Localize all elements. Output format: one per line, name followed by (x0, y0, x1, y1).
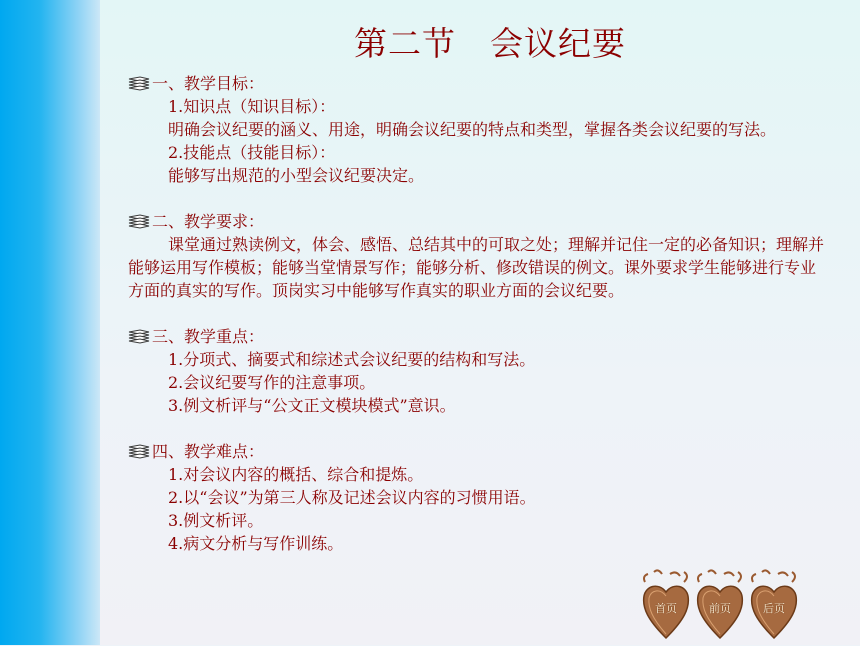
list-item: 1.分项式、摘要式和综述式会议纪要的结构和写法。 (168, 350, 536, 369)
slide-title (0, 18, 860, 65)
list-item: 3.例文析评。 (168, 511, 264, 530)
list-item: 4.病文分析与写作训练。 (168, 534, 344, 553)
section-heading-text: 二、教学要求： (152, 212, 265, 231)
prev-button[interactable] (694, 568, 746, 642)
book-stack-icon (128, 444, 152, 460)
section-spacer (128, 187, 828, 210)
list-item: 1.知识点（知识目标）： (168, 97, 336, 116)
slide-content (128, 72, 828, 555)
book-stack-icon (128, 76, 152, 92)
section-spacer (128, 302, 828, 325)
prev-label: 前页 (709, 602, 731, 615)
section-heading-text: 一、教学目标： (152, 74, 265, 93)
home-button[interactable] (640, 568, 692, 642)
section-heading (128, 325, 828, 348)
title-part-1: 第二节 (354, 24, 456, 63)
section-heading (128, 72, 828, 95)
paragraph: 能够写出规范的小型会议纪要决定。 (168, 166, 425, 185)
list-item: 2.会议纪要写作的注意事项。 (168, 373, 376, 392)
list-item: 2.技能点（技能目标）： (168, 143, 336, 162)
paragraph: 明确会议纪要的涵义、用途，明确会议纪要的特点和类型，掌握各类会议纪要的写法。 (168, 120, 777, 139)
book-stack-icon (128, 329, 152, 345)
list-item: 1.对会议内容的概括、综合和提炼。 (168, 465, 424, 484)
next-button[interactable] (748, 568, 800, 642)
section-heading-text: 四、教学难点： (152, 442, 265, 461)
list-item: 2.以“会议”为第三人称及记述会议内容的习惯用语。 (168, 488, 536, 507)
list-item: 3.例文析评与“公文正文模块模式”意识。 (168, 396, 456, 415)
paragraph: 课堂通过熟读例文，体会、感悟、总结其中的可取之处；理解并记住一定的必备知识；理解并能够运用写作模板；能够当堂情景写作；能够分析、修改错误的例文。课外要求学生能够进行专业方面的真实的写作。顶岗实习中能够写作真实的职业方面的会议纪要。 (128, 235, 825, 300)
navigation-buttons (640, 568, 800, 642)
section-heading (128, 440, 828, 463)
title-part-2: 会议纪要 (490, 24, 626, 63)
next-label: 后页 (763, 602, 785, 615)
left-gradient-bar (0, 0, 112, 645)
section-heading (128, 210, 828, 233)
section-spacer (128, 417, 828, 440)
book-stack-icon (128, 214, 152, 230)
home-label: 首页 (655, 602, 677, 615)
section-heading-text: 三、教学重点： (152, 327, 265, 346)
